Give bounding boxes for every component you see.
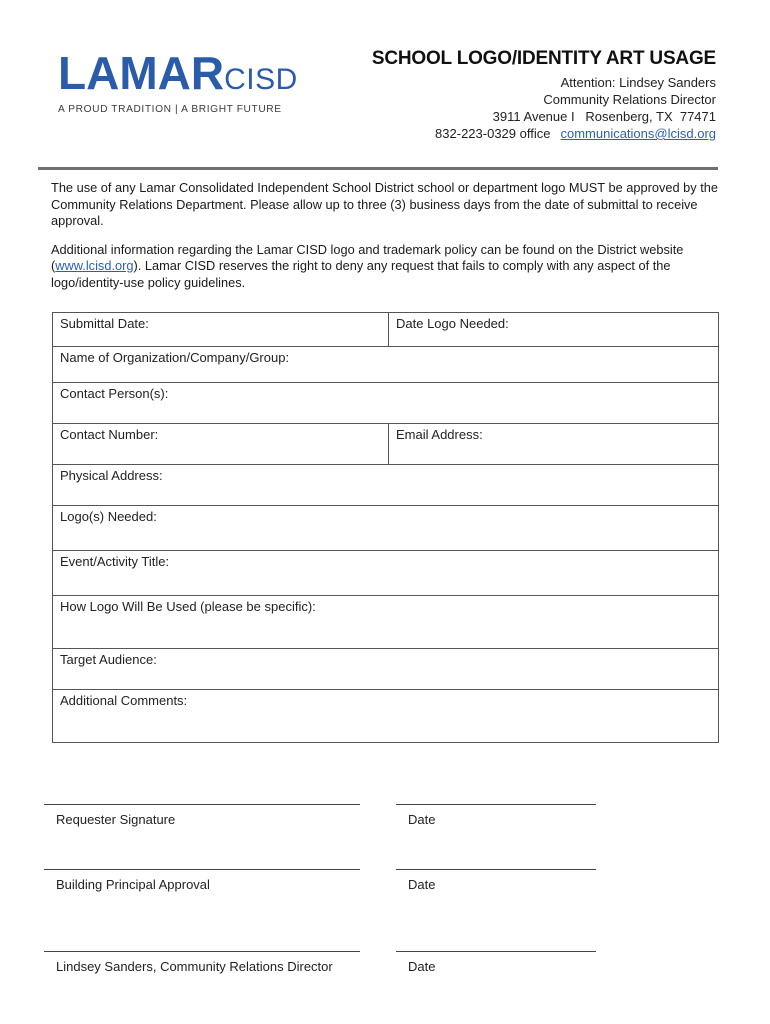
contact-number-field[interactable]: Contact Number: — [53, 424, 389, 464]
form-row-how-used — [53, 596, 718, 649]
form-row-additional-comments — [53, 690, 718, 742]
director-signature-label: Lindsey Sanders, Community Relations Director — [56, 959, 333, 974]
intro-paragraph-1: The use of any Lamar Consolidated Independent School District school or department logo MUST be approved by the Community Relations Department. Please allow up to three (3) business days from the date of submittal to receive approval. — [51, 180, 719, 228]
director-date-label: Date — [408, 959, 436, 974]
organization-field[interactable]: Name of Organization/Company/Group: — [60, 350, 290, 365]
address-line: 3911 Avenue I Rosenberg, TX 77471 — [492, 109, 716, 124]
director-signature-line[interactable] — [44, 951, 360, 952]
role-line: Community Relations Director — [543, 92, 716, 107]
form-row-physical-address — [53, 465, 718, 506]
target-audience-field[interactable]: Target Audience: — [60, 652, 157, 667]
form-row-target-audience — [53, 649, 718, 690]
requester-signature-label: Requester Signature — [56, 812, 176, 827]
requester-date-label: Date — [408, 812, 436, 827]
intro-p2-after: ). Lamar CISD reserves the right to deny any request that fails to comply with any aspect of the logo/identity-use policy guidelines. — [51, 258, 671, 290]
email-address-field[interactable]: Email Address: — [396, 427, 483, 442]
email-link[interactable]: communications@lcisd.org — [560, 126, 716, 141]
logo-tagline: A PROUD TRADITION | A BRIGHT FUTURE — [58, 104, 282, 115]
intro-text — [51, 180, 721, 303]
form-row-contact-persons — [53, 383, 718, 424]
date-logo-needed-field[interactable]: Date Logo Needed: — [396, 316, 509, 331]
intro-paragraph-2 — [51, 242, 721, 292]
header-divider — [38, 167, 718, 170]
submittal-date-field[interactable]: Submittal Date: — [53, 313, 389, 346]
logos-needed-field[interactable]: Logo(s) Needed: — [60, 509, 157, 524]
district-website-link[interactable]: www.lcisd.org — [55, 258, 134, 273]
form-row-contact — [53, 424, 718, 465]
requester-date-line[interactable] — [396, 804, 596, 805]
principal-date-line[interactable] — [396, 869, 596, 870]
principal-signature-label: Building Principal Approval — [56, 877, 210, 892]
form-row-event-title — [53, 551, 718, 596]
phone-email-line — [372, 125, 716, 142]
requester-signature-line[interactable] — [44, 804, 360, 805]
logo-word-lamar: LAMAR — [58, 47, 225, 99]
form-row-dates — [53, 313, 718, 347]
logo-wordmark — [58, 47, 298, 99]
how-used-field[interactable]: How Logo Will Be Used (please be specific): — [60, 599, 316, 614]
header-contact-block — [372, 48, 716, 142]
physical-address-field[interactable]: Physical Address: — [60, 468, 163, 483]
director-date-line[interactable] — [396, 951, 596, 952]
principal-signature-line[interactable] — [44, 869, 360, 870]
form-row-logos-needed — [53, 506, 718, 551]
signature-block-principal — [44, 869, 724, 909]
phone-text: 832-223-0329 office — [435, 126, 551, 141]
signature-block-requester — [44, 804, 724, 844]
lamar-cisd-logo — [58, 47, 298, 120]
signature-block-director — [44, 951, 724, 991]
logo-word-cisd: CISD — [224, 63, 298, 96]
event-title-field[interactable]: Event/Activity Title: — [60, 554, 170, 569]
document-title: SCHOOL LOGO/IDENTITY ART USAGE — [371, 48, 716, 69]
intro-p2-before: Additional information regarding the Lamar CISD logo and trademark policy can be found on the District website ( — [51, 241, 684, 273]
attention-line: Attention: Lindsey Sanders — [560, 75, 716, 90]
contact-persons-field[interactable]: Contact Person(s): — [60, 386, 169, 401]
logo-request-form — [52, 312, 719, 743]
form-row-organization — [53, 347, 718, 383]
principal-date-label: Date — [408, 877, 436, 892]
additional-comments-field[interactable]: Additional Comments: — [60, 693, 188, 708]
